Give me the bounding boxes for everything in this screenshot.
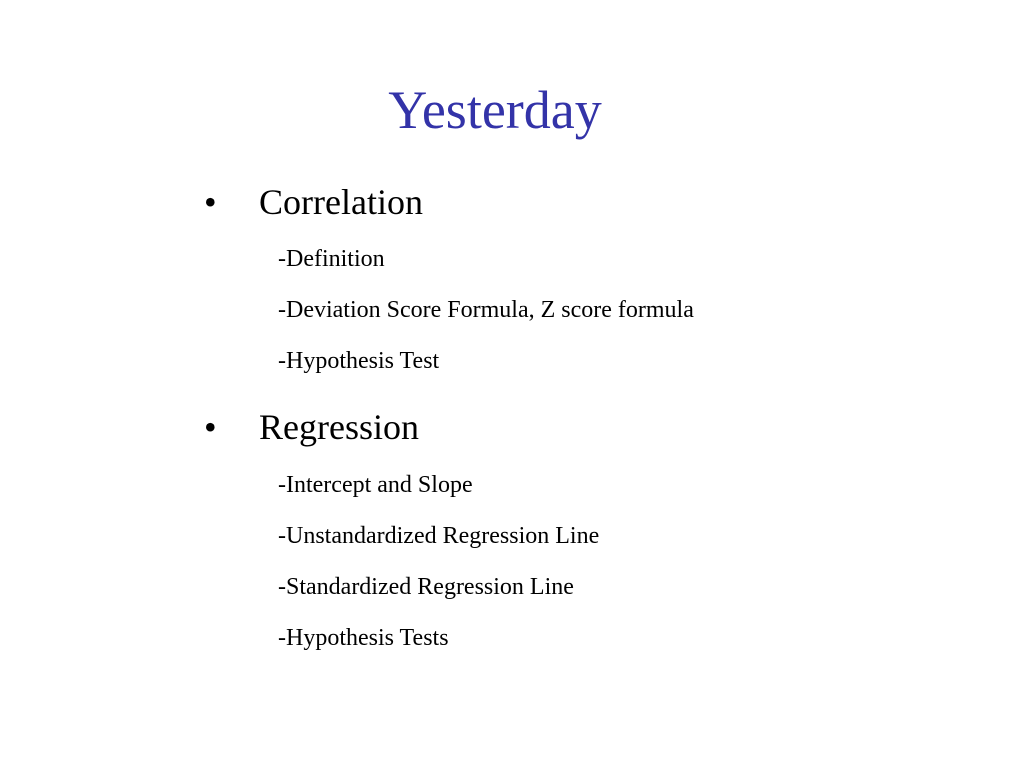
bullet-label: Correlation	[259, 182, 423, 222]
sub-item: -Unstandardized Regression Line	[278, 523, 600, 549]
slide-title: Yesterday	[388, 80, 602, 140]
sub-item: -Standardized Regression Line	[278, 574, 574, 600]
bullet-dot: •	[204, 182, 217, 222]
bullet-dot: •	[204, 407, 217, 447]
sub-item: -Definition	[278, 246, 385, 272]
sub-item: -Intercept and Slope	[278, 472, 473, 498]
sub-item: -Deviation Score Formula, Z score formula	[278, 297, 694, 323]
sub-item: -Hypothesis Tests	[278, 625, 449, 651]
sub-item: -Hypothesis Test	[278, 348, 440, 374]
bullet-label: Regression	[259, 407, 419, 447]
